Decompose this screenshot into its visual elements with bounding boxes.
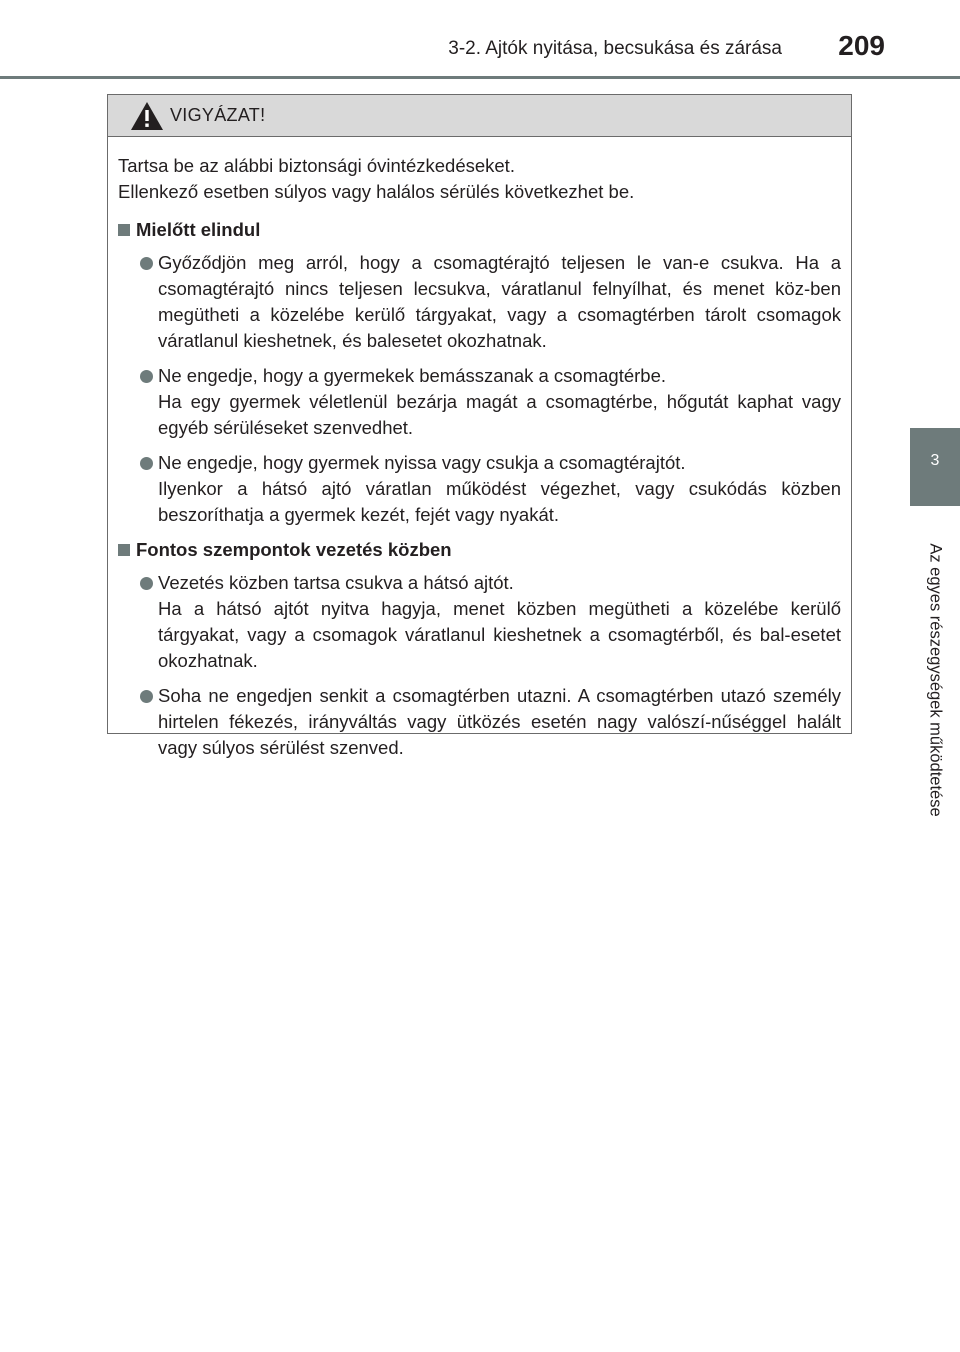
section-heading: Mielőtt elindul xyxy=(118,217,841,243)
warning-intro xyxy=(118,153,841,205)
chapter-number: 3 xyxy=(930,452,940,469)
round-bullet-icon xyxy=(140,457,153,470)
round-bullet-icon xyxy=(140,690,153,703)
chapter-tab xyxy=(910,428,960,506)
round-bullet-icon xyxy=(140,370,153,383)
round-bullet-icon xyxy=(140,257,153,270)
list-item: Vezetés közben tartsa csukva a hátsó ajtót. Ha a hátsó ajtót nyitva hagyja, menet közben megütheti a közelébe kerülő tárgyakat, vagy a csomagok váratlanul kieshetnek a csomagtérből, és bal-esetet okozhatnak. xyxy=(118,570,841,674)
section-heading: Fontos szempontok vezetés közben xyxy=(118,537,841,563)
intro-line: Ellenkező esetben súlyos vagy halálos sérülés következhet be. xyxy=(118,181,635,202)
list-item: Soha ne engedjen senkit a csomagtérben utazni. A csomagtérben utazó személy hirtelen fékezés, irányváltás vagy ütközés esetén nagy valószí-nűséggel halált vagy súlyos sérülést szenved. xyxy=(118,683,841,761)
page-number: 209 xyxy=(838,30,885,61)
intro-line: Tartsa be az alábbi biztonsági óvintézkedéseket. xyxy=(118,155,515,176)
header-divider xyxy=(0,76,960,79)
square-bullet-icon xyxy=(118,224,130,236)
list-item: Ne engedje, hogy gyermek nyissa vagy csukja a csomagtérajtót. Ilyenkor a hátsó ajtó váratlan működést végezhet, vagy csukódás közben beszoríthatja a gyermek kezét, fejét vagy nyakát. xyxy=(118,450,841,528)
section-title: 3-2. Ajtók nyitása, becsukása és zárása xyxy=(448,38,782,59)
warning-header xyxy=(108,95,851,137)
chapter-label: Az egyes részegységek működtetése xyxy=(926,543,945,817)
warning-body xyxy=(108,137,851,761)
warning-box xyxy=(107,94,852,758)
list-item: Ne engedje, hogy a gyermekek bemásszanak a csomagtérbe. Ha egy gyermek véletlenül bezárja magát a csomagtérbe, hőgutát kaphat vagy egyéb sérüléseket szenvedhet. xyxy=(118,363,841,441)
list-item: Győződjön meg arról, hogy a csomagtérajtó teljesen le van-e csukva. Ha a csomagtérajtó nincs teljesen lecsukva, váratlanul felnyílhat, és menet köz-ben megütheti a közelébe kerülő tárgyakat, vagy a csomagtérben tárolt csomagok váratlanul kieshetnek, és balesetet okozhatnak. xyxy=(118,250,841,354)
square-bullet-icon xyxy=(118,544,130,556)
warning-title: VIGYÁZAT! xyxy=(170,105,266,125)
warning-triangle-icon xyxy=(130,101,164,131)
round-bullet-icon xyxy=(140,577,153,590)
